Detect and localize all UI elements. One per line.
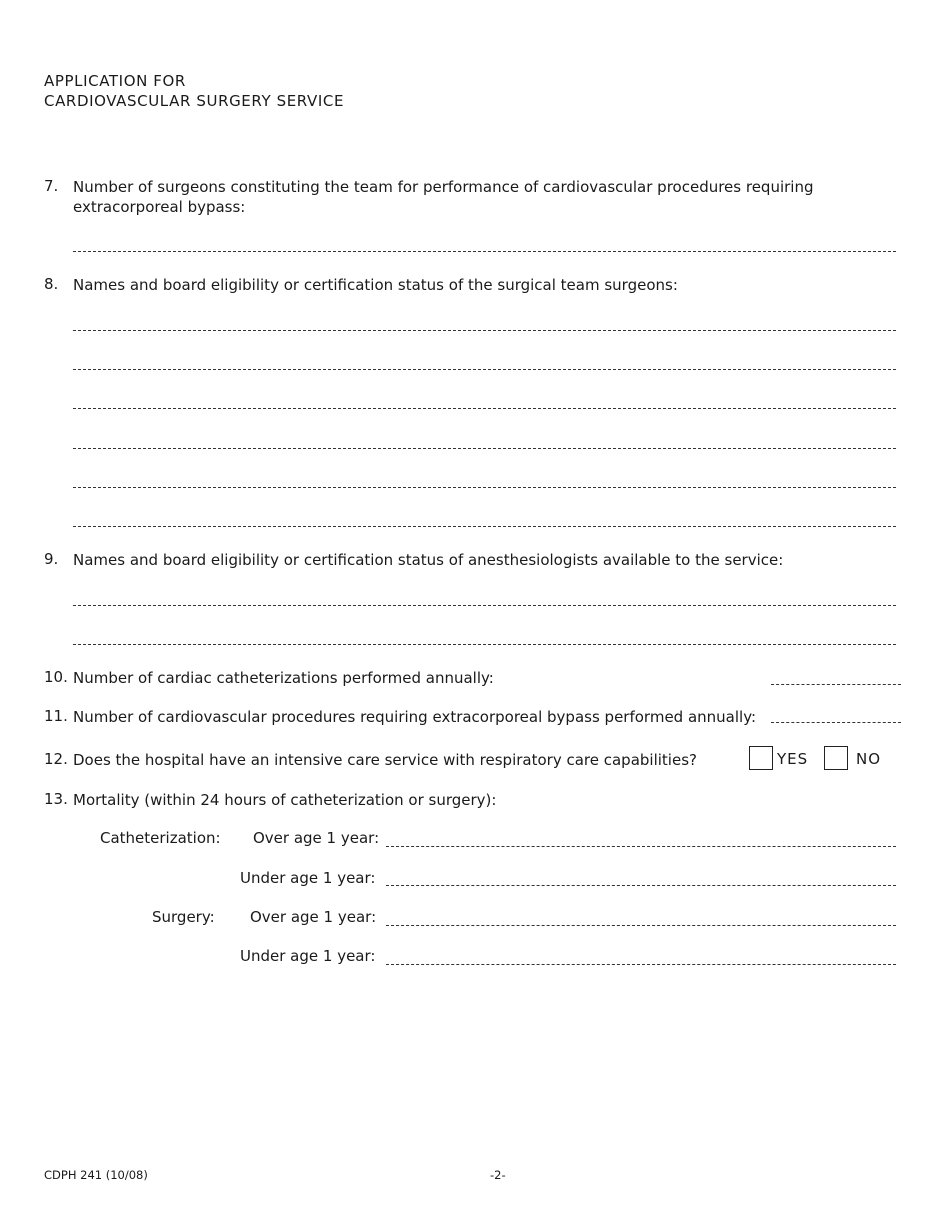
no-checkbox[interactable]	[824, 746, 848, 770]
question-9-answer-line-1[interactable]	[73, 605, 896, 606]
question-8-answer-line-2[interactable]	[73, 369, 896, 370]
question-9-text: Names and board eligibility or certification status of anesthesiologists available to the service:	[73, 551, 784, 569]
surgery-over-label: Over age 1 year:	[250, 908, 377, 926]
question-7-answer-line[interactable]	[73, 251, 896, 252]
surgery-under-label: Under age 1 year:	[240, 947, 376, 965]
question-8-text: Names and board eligibility or certification status of the surgical team surgeons:	[73, 276, 678, 294]
question-8-number: 8.	[44, 275, 59, 293]
catheterization-over-answer-line[interactable]	[386, 846, 896, 847]
no-label: NO	[856, 750, 882, 768]
catheterization-label: Catheterization:	[100, 829, 221, 847]
question-12-number: 12.	[44, 750, 68, 768]
question-7-number: 7.	[44, 177, 59, 195]
page-number: -2-	[490, 1168, 506, 1182]
question-11-text: Number of cardiovascular procedures requiring extracorporeal bypass performed annually:	[73, 708, 757, 726]
question-13-number: 13.	[44, 790, 68, 808]
question-13-text: Mortality (within 24 hours of catheterization or surgery):	[73, 791, 497, 809]
form-title-line2: CARDIOVASCULAR SURGERY SERVICE	[44, 92, 345, 110]
question-12-text: Does the hospital have an intensive care service with respiratory care capabilities?	[73, 751, 697, 769]
question-11-number: 11.	[44, 707, 68, 725]
surgery-under-answer-line[interactable]	[386, 964, 896, 965]
question-10-number: 10.	[44, 668, 68, 686]
question-10-answer-line[interactable]	[771, 684, 901, 685]
question-7-text-line2: extracorporeal bypass:	[73, 198, 246, 216]
form-id: CDPH 241 (10/08)	[44, 1168, 148, 1182]
catheterization-over-label: Over age 1 year:	[253, 829, 380, 847]
question-8-answer-line-6[interactable]	[73, 526, 896, 527]
question-9-answer-line-2[interactable]	[73, 644, 896, 645]
catheterization-under-answer-line[interactable]	[386, 885, 896, 886]
question-9-number: 9.	[44, 550, 59, 568]
surgery-label: Surgery:	[152, 908, 215, 926]
yes-checkbox[interactable]	[749, 746, 773, 770]
question-7-text-line1: Number of surgeons constituting the team for performance of cardiovascular procedures requiring	[73, 178, 814, 196]
question-8-answer-line-1[interactable]	[73, 330, 896, 331]
question-8-answer-line-3[interactable]	[73, 408, 896, 409]
surgery-over-answer-line[interactable]	[386, 925, 896, 926]
question-8-answer-line-5[interactable]	[73, 487, 896, 488]
question-10-text: Number of cardiac catheterizations performed annually:	[73, 669, 494, 687]
question-11-answer-line[interactable]	[771, 722, 901, 723]
catheterization-under-label: Under age 1 year:	[240, 869, 376, 887]
form-title-line1: APPLICATION FOR	[44, 72, 186, 90]
question-8-answer-line-4[interactable]	[73, 448, 896, 449]
yes-label: YES	[777, 750, 809, 768]
